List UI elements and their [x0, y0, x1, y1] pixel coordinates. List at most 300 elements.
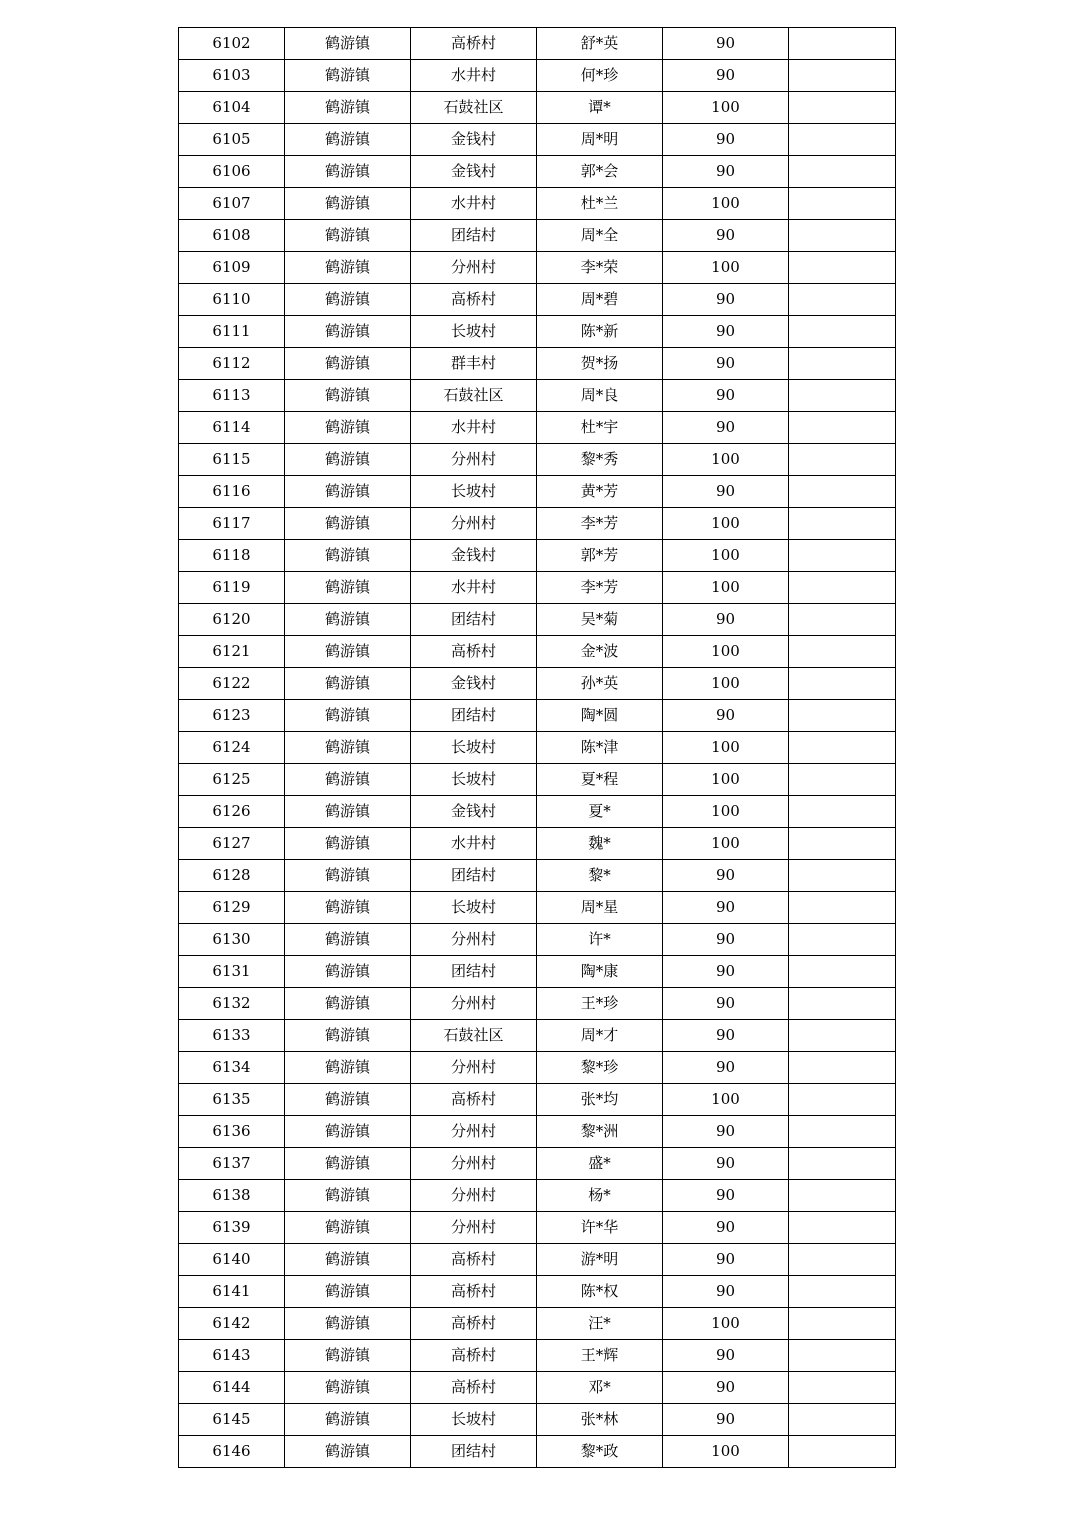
village-cell: 团结村: [411, 220, 537, 252]
remark-cell: [789, 956, 896, 988]
row-number-cell: 6113: [179, 380, 285, 412]
row-number-cell: 6120: [179, 604, 285, 636]
town-cell: 鹤游镇: [285, 1436, 411, 1468]
remark-cell: [789, 796, 896, 828]
town-cell: 鹤游镇: [285, 572, 411, 604]
amount-cell: 90: [663, 892, 789, 924]
remark-cell: [789, 316, 896, 348]
table-row: [179, 572, 896, 604]
name-cell: 陶*圆: [537, 700, 663, 732]
village-cell: 高桥村: [411, 1372, 537, 1404]
table-row: [179, 796, 896, 828]
amount-cell: 90: [663, 860, 789, 892]
remark-cell: [789, 1276, 896, 1308]
row-number-cell: 6145: [179, 1404, 285, 1436]
row-number-cell: 6146: [179, 1436, 285, 1468]
table-row: [179, 828, 896, 860]
amount-cell: 100: [663, 732, 789, 764]
remark-cell: [789, 1180, 896, 1212]
town-cell: 鹤游镇: [285, 380, 411, 412]
table-row: [179, 604, 896, 636]
amount-cell: 100: [663, 540, 789, 572]
row-number-cell: 6125: [179, 764, 285, 796]
table-row: [179, 380, 896, 412]
name-cell: 许*: [537, 924, 663, 956]
village-cell: 群丰村: [411, 348, 537, 380]
village-cell: 长坡村: [411, 476, 537, 508]
table-row: [179, 860, 896, 892]
name-cell: 陶*康: [537, 956, 663, 988]
remark-cell: [789, 92, 896, 124]
row-number-cell: 6128: [179, 860, 285, 892]
remark-cell: [789, 444, 896, 476]
amount-cell: 90: [663, 220, 789, 252]
remark-cell: [789, 700, 896, 732]
name-cell: 周*才: [537, 1020, 663, 1052]
town-cell: 鹤游镇: [285, 1052, 411, 1084]
row-number-cell: 6124: [179, 732, 285, 764]
name-cell: 孙*英: [537, 668, 663, 700]
town-cell: 鹤游镇: [285, 284, 411, 316]
village-cell: 长坡村: [411, 732, 537, 764]
row-number-cell: 6126: [179, 796, 285, 828]
row-number-cell: 6134: [179, 1052, 285, 1084]
town-cell: 鹤游镇: [285, 636, 411, 668]
village-cell: 水井村: [411, 60, 537, 92]
amount-cell: 100: [663, 252, 789, 284]
town-cell: 鹤游镇: [285, 92, 411, 124]
town-cell: 鹤游镇: [285, 1020, 411, 1052]
table-row: [179, 156, 896, 188]
row-number-cell: 6131: [179, 956, 285, 988]
remark-cell: [789, 188, 896, 220]
name-cell: 王*珍: [537, 988, 663, 1020]
row-number-cell: 6107: [179, 188, 285, 220]
village-cell: 金钱村: [411, 124, 537, 156]
row-number-cell: 6110: [179, 284, 285, 316]
remark-cell: [789, 988, 896, 1020]
remark-cell: [789, 636, 896, 668]
village-cell: 石鼓社区: [411, 380, 537, 412]
table-row: [179, 444, 896, 476]
name-cell: 杨*: [537, 1180, 663, 1212]
table-row: [179, 1308, 896, 1340]
town-cell: 鹤游镇: [285, 1148, 411, 1180]
row-number-cell: 6129: [179, 892, 285, 924]
remark-cell: [789, 892, 896, 924]
amount-cell: 90: [663, 1404, 789, 1436]
amount-cell: 100: [663, 1308, 789, 1340]
remark-cell: [789, 252, 896, 284]
village-cell: 水井村: [411, 188, 537, 220]
town-cell: 鹤游镇: [285, 1372, 411, 1404]
row-number-cell: 6122: [179, 668, 285, 700]
town-cell: 鹤游镇: [285, 412, 411, 444]
amount-cell: 90: [663, 412, 789, 444]
row-number-cell: 6143: [179, 1340, 285, 1372]
village-cell: 分州村: [411, 1052, 537, 1084]
remark-cell: [789, 572, 896, 604]
name-cell: 黎*秀: [537, 444, 663, 476]
amount-cell: 100: [663, 636, 789, 668]
village-cell: 分州村: [411, 444, 537, 476]
name-cell: 陈*权: [537, 1276, 663, 1308]
row-number-cell: 6103: [179, 60, 285, 92]
name-cell: 王*辉: [537, 1340, 663, 1372]
town-cell: 鹤游镇: [285, 156, 411, 188]
table-row: [179, 1276, 896, 1308]
name-cell: 黎*洲: [537, 1116, 663, 1148]
town-cell: 鹤游镇: [285, 508, 411, 540]
town-cell: 鹤游镇: [285, 828, 411, 860]
name-cell: 魏*: [537, 828, 663, 860]
table-row: [179, 1148, 896, 1180]
village-cell: 高桥村: [411, 28, 537, 60]
table-row: [179, 1372, 896, 1404]
town-cell: 鹤游镇: [285, 764, 411, 796]
amount-cell: 90: [663, 284, 789, 316]
amount-cell: 100: [663, 572, 789, 604]
name-cell: 周*星: [537, 892, 663, 924]
name-cell: 舒*英: [537, 28, 663, 60]
row-number-cell: 6105: [179, 124, 285, 156]
row-number-cell: 6114: [179, 412, 285, 444]
name-cell: 郭*会: [537, 156, 663, 188]
name-cell: 黎*珍: [537, 1052, 663, 1084]
remark-cell: [789, 28, 896, 60]
village-cell: 分州村: [411, 1180, 537, 1212]
row-number-cell: 6115: [179, 444, 285, 476]
table-row: [179, 1116, 896, 1148]
town-cell: 鹤游镇: [285, 1180, 411, 1212]
name-cell: 黎*: [537, 860, 663, 892]
row-number-cell: 6137: [179, 1148, 285, 1180]
table-row: [179, 1340, 896, 1372]
village-cell: 分州村: [411, 1148, 537, 1180]
town-cell: 鹤游镇: [285, 60, 411, 92]
name-cell: 夏*: [537, 796, 663, 828]
remark-cell: [789, 764, 896, 796]
town-cell: 鹤游镇: [285, 700, 411, 732]
remark-cell: [789, 1436, 896, 1468]
table-row: [179, 508, 896, 540]
remark-cell: [789, 412, 896, 444]
table-row: [179, 668, 896, 700]
village-cell: 高桥村: [411, 1244, 537, 1276]
name-cell: 李*荣: [537, 252, 663, 284]
amount-cell: 100: [663, 1436, 789, 1468]
row-number-cell: 6123: [179, 700, 285, 732]
row-number-cell: 6117: [179, 508, 285, 540]
village-cell: 石鼓社区: [411, 92, 537, 124]
amount-cell: 100: [663, 444, 789, 476]
remark-cell: [789, 348, 896, 380]
amount-cell: 90: [663, 1276, 789, 1308]
amount-cell: 90: [663, 1244, 789, 1276]
amount-cell: 90: [663, 348, 789, 380]
table-row: [179, 188, 896, 220]
amount-cell: 90: [663, 380, 789, 412]
name-cell: 陈*新: [537, 316, 663, 348]
amount-cell: 90: [663, 1372, 789, 1404]
row-number-cell: 6102: [179, 28, 285, 60]
row-number-cell: 6121: [179, 636, 285, 668]
remark-cell: [789, 1372, 896, 1404]
remark-cell: [789, 220, 896, 252]
amount-cell: 90: [663, 1148, 789, 1180]
remark-cell: [789, 284, 896, 316]
table-row: [179, 924, 896, 956]
amount-cell: 90: [663, 28, 789, 60]
village-cell: 高桥村: [411, 636, 537, 668]
remark-cell: [789, 924, 896, 956]
village-cell: 分州村: [411, 924, 537, 956]
remark-cell: [789, 668, 896, 700]
town-cell: 鹤游镇: [285, 28, 411, 60]
town-cell: 鹤游镇: [285, 860, 411, 892]
roster-table-body: [179, 28, 896, 1468]
town-cell: 鹤游镇: [285, 1212, 411, 1244]
row-number-cell: 6135: [179, 1084, 285, 1116]
village-cell: 水井村: [411, 828, 537, 860]
row-number-cell: 6104: [179, 92, 285, 124]
remark-cell: [789, 604, 896, 636]
row-number-cell: 6119: [179, 572, 285, 604]
row-number-cell: 6138: [179, 1180, 285, 1212]
village-cell: 金钱村: [411, 156, 537, 188]
village-cell: 长坡村: [411, 316, 537, 348]
amount-cell: 100: [663, 1084, 789, 1116]
village-cell: 高桥村: [411, 1276, 537, 1308]
row-number-cell: 6108: [179, 220, 285, 252]
amount-cell: 90: [663, 156, 789, 188]
name-cell: 张*林: [537, 1404, 663, 1436]
village-cell: 分州村: [411, 1212, 537, 1244]
name-cell: 何*珍: [537, 60, 663, 92]
village-cell: 长坡村: [411, 764, 537, 796]
town-cell: 鹤游镇: [285, 252, 411, 284]
table-row: [179, 92, 896, 124]
village-cell: 分州村: [411, 1116, 537, 1148]
table-row: [179, 476, 896, 508]
village-cell: 长坡村: [411, 892, 537, 924]
amount-cell: 90: [663, 924, 789, 956]
amount-cell: 90: [663, 988, 789, 1020]
remark-cell: [789, 380, 896, 412]
amount-cell: 90: [663, 700, 789, 732]
amount-cell: 100: [663, 828, 789, 860]
name-cell: 吴*菊: [537, 604, 663, 636]
remark-cell: [789, 540, 896, 572]
village-cell: 长坡村: [411, 1404, 537, 1436]
village-cell: 团结村: [411, 1436, 537, 1468]
name-cell: 周*良: [537, 380, 663, 412]
amount-cell: 90: [663, 956, 789, 988]
name-cell: 李*芳: [537, 572, 663, 604]
row-number-cell: 6127: [179, 828, 285, 860]
row-number-cell: 6106: [179, 156, 285, 188]
remark-cell: [789, 124, 896, 156]
table-row: [179, 284, 896, 316]
amount-cell: 100: [663, 508, 789, 540]
amount-cell: 90: [663, 1020, 789, 1052]
village-cell: 团结村: [411, 956, 537, 988]
town-cell: 鹤游镇: [285, 476, 411, 508]
row-number-cell: 6130: [179, 924, 285, 956]
table-row: [179, 1052, 896, 1084]
remark-cell: [789, 1340, 896, 1372]
village-cell: 金钱村: [411, 668, 537, 700]
town-cell: 鹤游镇: [285, 1276, 411, 1308]
name-cell: 游*明: [537, 1244, 663, 1276]
village-cell: 水井村: [411, 412, 537, 444]
row-number-cell: 6139: [179, 1212, 285, 1244]
amount-cell: 90: [663, 124, 789, 156]
remark-cell: [789, 1404, 896, 1436]
table-row: [179, 988, 896, 1020]
row-number-cell: 6109: [179, 252, 285, 284]
town-cell: 鹤游镇: [285, 220, 411, 252]
table-row: [179, 1084, 896, 1116]
name-cell: 陈*津: [537, 732, 663, 764]
row-number-cell: 6142: [179, 1308, 285, 1340]
name-cell: 郭*芳: [537, 540, 663, 572]
town-cell: 鹤游镇: [285, 348, 411, 380]
name-cell: 汪*: [537, 1308, 663, 1340]
town-cell: 鹤游镇: [285, 988, 411, 1020]
town-cell: 鹤游镇: [285, 796, 411, 828]
name-cell: 周*碧: [537, 284, 663, 316]
table-row: [179, 1244, 896, 1276]
amount-cell: 100: [663, 188, 789, 220]
name-cell: 杜*宇: [537, 412, 663, 444]
table-row: [179, 892, 896, 924]
amount-cell: 100: [663, 764, 789, 796]
table-row: [179, 28, 896, 60]
name-cell: 黎*政: [537, 1436, 663, 1468]
remark-cell: [789, 1212, 896, 1244]
town-cell: 鹤游镇: [285, 1340, 411, 1372]
remark-cell: [789, 1148, 896, 1180]
remark-cell: [789, 1020, 896, 1052]
name-cell: 谭*: [537, 92, 663, 124]
table-row: [179, 732, 896, 764]
row-number-cell: 6112: [179, 348, 285, 380]
remark-cell: [789, 1116, 896, 1148]
town-cell: 鹤游镇: [285, 1244, 411, 1276]
town-cell: 鹤游镇: [285, 188, 411, 220]
village-cell: 金钱村: [411, 796, 537, 828]
remark-cell: [789, 1244, 896, 1276]
name-cell: 贺*扬: [537, 348, 663, 380]
village-cell: 分州村: [411, 252, 537, 284]
town-cell: 鹤游镇: [285, 604, 411, 636]
table-row: [179, 412, 896, 444]
table-row: [179, 252, 896, 284]
row-number-cell: 6118: [179, 540, 285, 572]
table-row: [179, 316, 896, 348]
amount-cell: 90: [663, 476, 789, 508]
amount-cell: 100: [663, 796, 789, 828]
remark-cell: [789, 60, 896, 92]
table-row: [179, 124, 896, 156]
name-cell: 夏*程: [537, 764, 663, 796]
village-cell: 团结村: [411, 860, 537, 892]
town-cell: 鹤游镇: [285, 924, 411, 956]
table-row: [179, 764, 896, 796]
row-number-cell: 6140: [179, 1244, 285, 1276]
town-cell: 鹤游镇: [285, 444, 411, 476]
name-cell: 金*波: [537, 636, 663, 668]
town-cell: 鹤游镇: [285, 732, 411, 764]
row-number-cell: 6136: [179, 1116, 285, 1148]
village-cell: 高桥村: [411, 1340, 537, 1372]
roster-table: [178, 27, 896, 1468]
remark-cell: [789, 476, 896, 508]
village-cell: 高桥村: [411, 284, 537, 316]
name-cell: 李*芳: [537, 508, 663, 540]
town-cell: 鹤游镇: [285, 956, 411, 988]
amount-cell: 90: [663, 604, 789, 636]
amount-cell: 90: [663, 1052, 789, 1084]
table-row: [179, 700, 896, 732]
town-cell: 鹤游镇: [285, 1404, 411, 1436]
name-cell: 张*均: [537, 1084, 663, 1116]
name-cell: 邓*: [537, 1372, 663, 1404]
village-cell: 分州村: [411, 988, 537, 1020]
amount-cell: 90: [663, 1180, 789, 1212]
table-row: [179, 60, 896, 92]
table-row: [179, 220, 896, 252]
row-number-cell: 6144: [179, 1372, 285, 1404]
village-cell: 团结村: [411, 604, 537, 636]
remark-cell: [789, 732, 896, 764]
row-number-cell: 6132: [179, 988, 285, 1020]
amount-cell: 90: [663, 1340, 789, 1372]
row-number-cell: 6133: [179, 1020, 285, 1052]
amount-cell: 90: [663, 1212, 789, 1244]
name-cell: 盛*: [537, 1148, 663, 1180]
table-row: [179, 1212, 896, 1244]
village-cell: 水井村: [411, 572, 537, 604]
remark-cell: [789, 1084, 896, 1116]
amount-cell: 100: [663, 92, 789, 124]
remark-cell: [789, 828, 896, 860]
town-cell: 鹤游镇: [285, 1308, 411, 1340]
table-row: [179, 636, 896, 668]
table-row: [179, 1436, 896, 1468]
village-cell: 高桥村: [411, 1308, 537, 1340]
town-cell: 鹤游镇: [285, 1116, 411, 1148]
village-cell: 分州村: [411, 508, 537, 540]
table-row: [179, 1404, 896, 1436]
village-cell: 高桥村: [411, 1084, 537, 1116]
amount-cell: 90: [663, 60, 789, 92]
amount-cell: 90: [663, 1116, 789, 1148]
table-row: [179, 1020, 896, 1052]
remark-cell: [789, 860, 896, 892]
town-cell: 鹤游镇: [285, 1084, 411, 1116]
name-cell: 周*全: [537, 220, 663, 252]
name-cell: 许*华: [537, 1212, 663, 1244]
remark-cell: [789, 508, 896, 540]
town-cell: 鹤游镇: [285, 668, 411, 700]
row-number-cell: 6111: [179, 316, 285, 348]
town-cell: 鹤游镇: [285, 892, 411, 924]
table-row: [179, 348, 896, 380]
table-row: [179, 956, 896, 988]
village-cell: 团结村: [411, 700, 537, 732]
